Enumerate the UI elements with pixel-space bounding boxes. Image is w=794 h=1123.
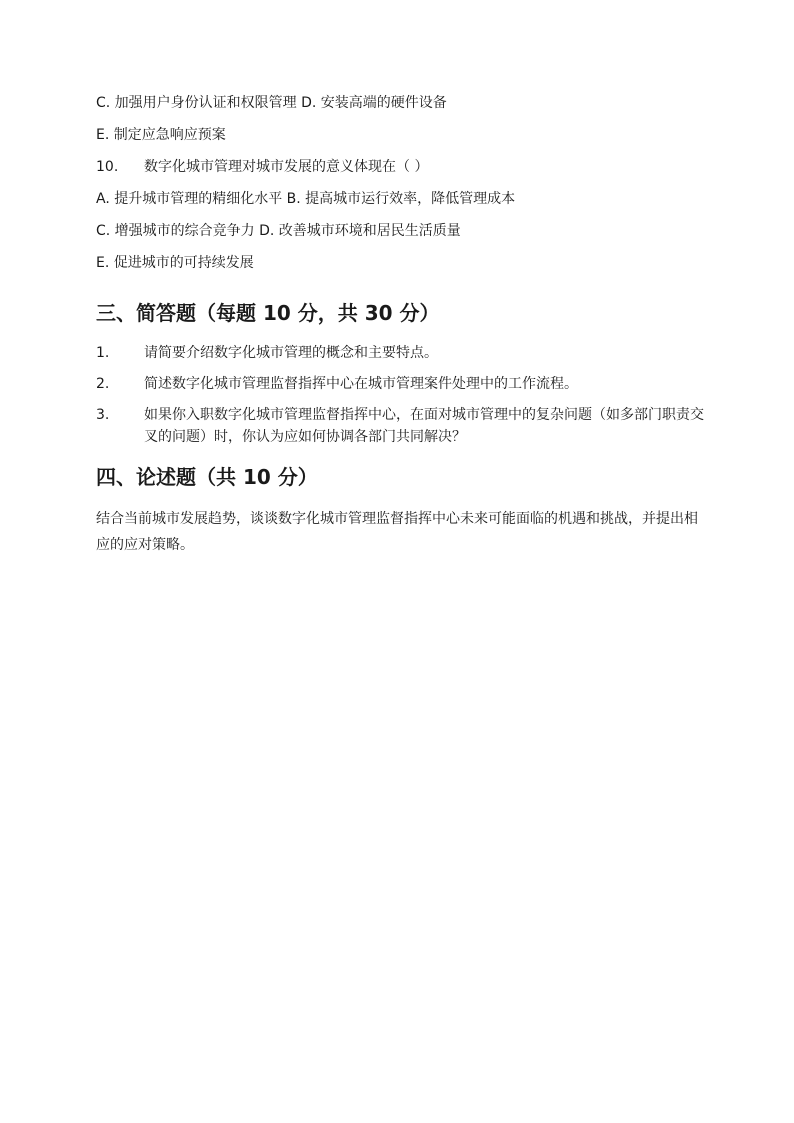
section3-heading: 三、简答题（每题 10 分，共 30 分） bbox=[96, 301, 440, 325]
document-page bbox=[96, 92, 706, 558]
question-text: 请简要介绍数字化城市管理的概念和主要特点。 bbox=[144, 345, 438, 361]
section3-questions bbox=[96, 342, 706, 448]
q9-option-e: E. 制定应急响应预案 bbox=[96, 127, 226, 143]
q10-number: 10. bbox=[96, 159, 119, 175]
q10-option-e: E. 促进城市的可持续发展 bbox=[96, 255, 254, 271]
q9-option-cd: C. 加强用户身份认证和权限管理 D. 安装高端的硬件设备 bbox=[96, 95, 447, 111]
essay-question-text: 结合当前城市发展趋势，谈谈数字化城市管理监督指挥中心未来可能面临的机遇和挑战，并提出相应的应对策略。 bbox=[96, 511, 698, 553]
section4-heading: 四、论述题（共 10 分） bbox=[96, 465, 318, 489]
short-answer-question-1 bbox=[96, 342, 706, 364]
q10-question bbox=[96, 156, 706, 178]
question-text: 如果你入职数字化城市管理监督指挥中心，在面对城市管理中的复杂问题（如多部门职责交叉的问题）时，你认为应如何协调各部门共同解决？ bbox=[144, 407, 704, 445]
short-answer-question-2 bbox=[96, 373, 706, 395]
question-number: 2. bbox=[96, 376, 110, 392]
q10-option-cd: C. 增强城市的综合竞争力 D. 改善城市环境和居民生活质量 bbox=[96, 223, 461, 239]
q10-text: 数字化城市管理对城市发展的意义体现在（ ） bbox=[144, 159, 429, 175]
q10-option-ab: A. 提升城市管理的精细化水平 B. 提高城市运行效率，降低管理成本 bbox=[96, 191, 516, 207]
question-number: 1. bbox=[96, 345, 110, 361]
question-text: 简述数字化城市管理监督指挥中心在城市管理案件处理中的工作流程。 bbox=[144, 376, 578, 392]
short-answer-question-3 bbox=[96, 404, 706, 448]
question-number: 3. bbox=[96, 407, 110, 423]
